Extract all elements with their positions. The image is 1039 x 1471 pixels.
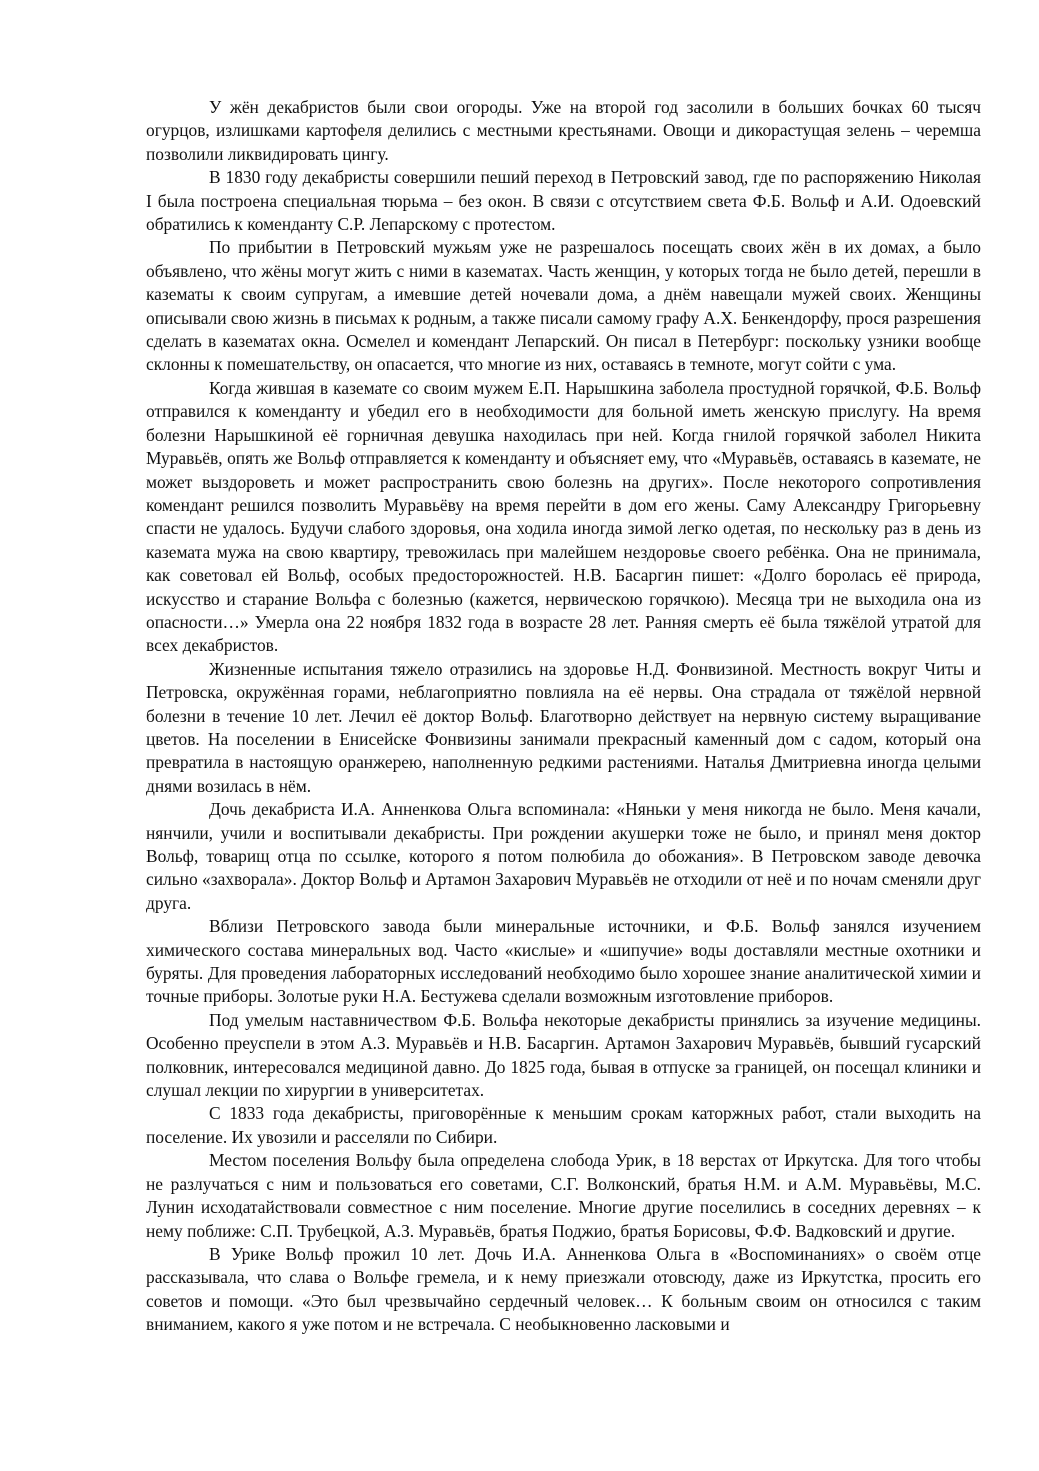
paragraph-3: По прибытии в Петровский мужьям уже не разрешалось посещать своих жён в их домах, а было объявлено, что жёны могут жить с ними в казематах. Часть женщин, у которых тогда не было детей, перешли в казематы к своим супругам, а имевшие детей ночевали дома, а днём навещали мужей своих. Женщины описывали свою жизнь в письмах к родным, а также писали самому графу А.Х. Бенкендорфу, прося разрешения сделать в казематах окна. Осмелел и комендант Лепарский. Он писал в Петербург: поскольку узники вообще склонны к помешательству, он опасается, что многие из них, оставаясь в темноте, могут сойти с ума. (146, 237, 981, 375)
paragraph-9: С 1833 года декабристы, приговорённые к меньшим срокам каторжных работ, стали выходить на поселение. Их увозили и расселяли по Сибири. (146, 1103, 981, 1147)
paragraph-11: В Урике Вольф прожил 10 лет. Дочь И.А. Анненкова Ольга в «Воспоминаниях» о своём отце рассказывала, что слава о Вольфе гремела, и к нему приезжали отовсюду, даже из Иркутстка, просить его советов и помощи. «Это был чрезвычайно сердечный человек… К больным своим он относился с таким вниманием, какого я уже потом и не встречала. С необыкновенно ласковыми и (146, 1243, 981, 1335)
paragraph-1: У жён декабристов были свои огороды. Уже на второй год засолили в больших бочках 60 тысяч огурцов, излишками картофеля делились с местными крестьянами. Овощи и дикорастущая зелень – черемша позволили ликвидировать цингу. (146, 97, 981, 164)
paragraph-5: Жизненные испытания тяжело отразились на здоровье Н.Д. Фонвизиной. Местность вокруг Читы и Петровска, окружённая горами, неблагоприятно повлияла на её нервы. Она страдала от тяжёлой нервной болезни в течение 10 лет. Лечил её доктор Вольф. Благотворно действует на нервную систему выращивание цветов. На поселении в Енисейске Фонвизины занимали прекрасный каменный дом с садом, который она превратила в настоящую оранжерею, наполненную редкими растениями. Наталья Дмитриевна иногда целыми днями возилась в нём. (146, 658, 981, 796)
paragraph-7: Вблизи Петровского завода были минеральные источники, и Ф.Б. Вольф занялся изучением химического состава минеральных вод. Часто «кислые» и «шипучие» воды доставляли местные охотники и буряты. Для проведения лабораторных исследований необходимо было хорошее знание аналитической химии и точные приборы. Золотые руки Н.А. Бестужева сделали возможным изготовление приборов. (146, 916, 981, 1007)
paragraph-4: Когда жившая в каземате со своим мужем Е.П. Нарышкина заболела простудной горячкой, Ф.Б. Вольф отправился к коменданту и убедил его в необходимости для больной иметь женскую прислугу. На время болезни Нарышкиной её горничная девушка находилась при ней. Когда гнилой горячкой заболел Никита Муравьёв, опять же Вольф отправляется к коменданту и объясняет ему, что «Муравьёв, оставаясь в каземате, не может выздороветь и может распространить свою болезнь на других». После некоторого сопротивления комендант решился позволить Муравьёву на время перейти в дом его жены. Саму Александру Григорьевну спасти не удалось. Будучи слабого здоровья, она ходила иногда зимой легко одетая, по нескольку раз в день из каземата мужа на свою квартиру, тревожилась при малейшем нездоровье своего ребёнка. Она не принимала, как советовал ей Вольф, особых предосторожностей. Н.В. Басаргин пишет: «Долго боролась её природа, искусство и старание Вольфа с болезнью (кажется, нервическою горячкою). Месяца три не выходила она из опасности…» Умерла она 22 ноября 1832 года в возрасте 28 лет. Ранняя смерть её была тяжёлой утратой для всех декабристов. (146, 377, 981, 656)
paragraph-8: Под умелым наставничеством Ф.Б. Вольфа некоторые декабристы принялись за изучение медицины. Особенно преуспели в этом А.З. Муравьёв и Н.В. Басаргин. Артамон Захарович Муравьёв, бывший гусарский полковник, интересовался медициной давно. До 1825 года, бывая в отпуске за границей, он посещал клиники и слушал лекции по хирургии в университетах. (146, 1009, 981, 1101)
paragraph-2: В 1830 году декабристы совершили пеший переход в Петровский завод, где по распоряжению Николая I была построена специальная тюрьма – без окон. В связи с отсутствием света Ф.Б. Вольф и А.И. Одоевский обратились к коменданту С.Р. Лепарскому с протестом. (146, 167, 981, 235)
document-page (146, 96, 981, 1337)
paragraph-6: Дочь декабриста И.А. Анненкова Ольга вспоминала: «Няньки у меня никогда не было. Меня качали, нянчили, учили и воспитывали декабристы. При рождении акушерки тоже не было, и принял меня доктор Вольф, товарищ отца по ссылке, которого я потом полюбила до обожания». В Петровском заводе девочка сильно «захворала». Доктор Вольф и Артамон Захарович Муравьёв не отходили от неё и по ночам сменяли друг друга. (146, 799, 981, 913)
paragraph-10: Местом поселения Вольфу была определена слобода Урик, в 18 верстах от Иркутска. Для того чтобы не разлучаться с ним и пользоваться его советами, С.Г. Волконский, братья Н.М. и А.М. Муравьёвы, М.С. Лунин исходатайствовали совместное с ним поселение. Многие другие поселились в соседних деревнях – к нему поближе: С.П. Трубецкой, А.З. Муравьёв, братья Поджио, братья Борисовы, Ф.Ф. Вадковский и другие. (146, 1150, 981, 1241)
